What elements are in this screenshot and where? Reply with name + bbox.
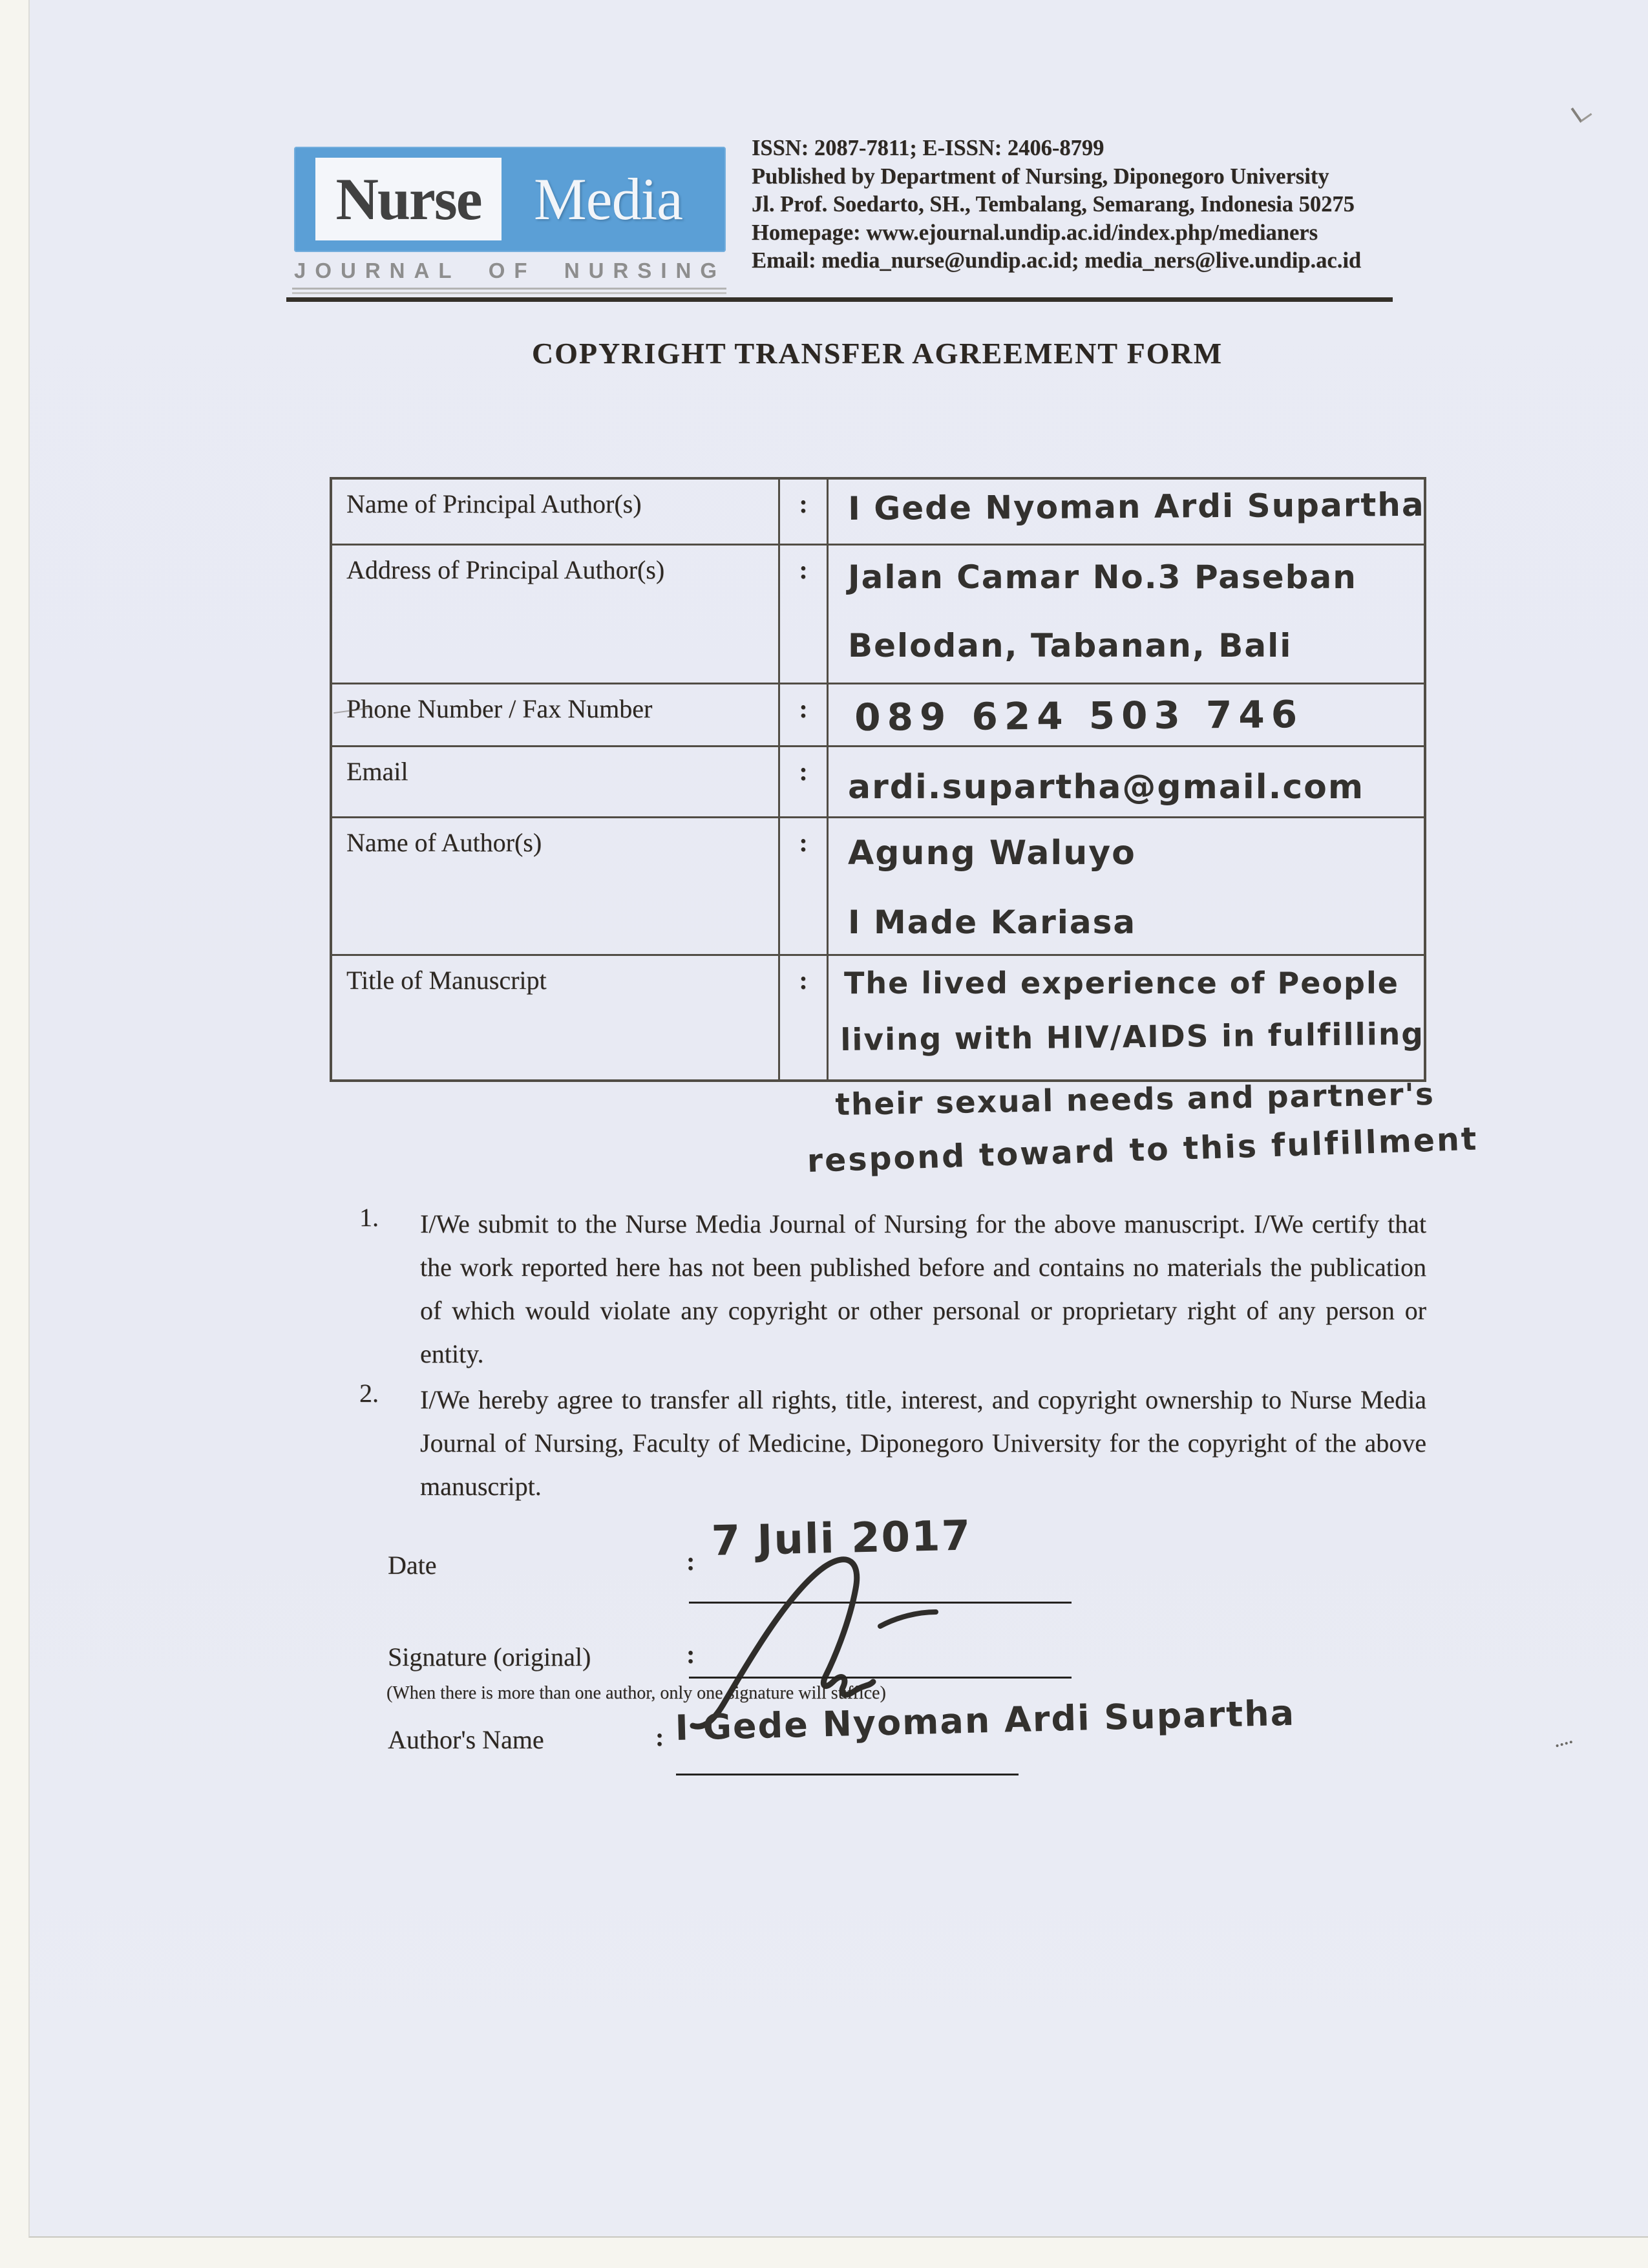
- logo-subtitle: [294, 259, 726, 283]
- signature-colon: :: [686, 1640, 695, 1669]
- handwritten-title-line-4: respond toward to this fulfillment: [807, 1120, 1479, 1180]
- table-label-phone: Phone Number / Fax Number: [332, 684, 780, 747]
- logo-subtitle-word: JOURNAL: [294, 259, 461, 282]
- handwritten-title-line-3: their sexual needs and partner's: [835, 1076, 1435, 1123]
- term-1-number: 1.: [359, 1203, 379, 1232]
- date-colon: :: [686, 1547, 695, 1576]
- date-label: Date: [388, 1551, 437, 1580]
- table-colon: :: [780, 684, 829, 747]
- author-name-colon: :: [655, 1722, 664, 1752]
- table-colon: :: [780, 818, 829, 956]
- journal-logo: [294, 147, 726, 252]
- author-name-label: Author's Name: [388, 1725, 544, 1754]
- signature-note: (When there is more than one author, only one signature will suffice): [386, 1683, 886, 1703]
- logo-nurse-panel: [315, 158, 502, 240]
- table-label-manuscript-title: Title of Manuscript: [332, 956, 780, 1079]
- journal-issn-line: ISSN: 2087-7811; E-ISSN: 2406-8799: [752, 136, 1104, 160]
- handwritten-email: ardi.supartha@gmail.com: [848, 768, 1365, 807]
- table-label-authors: Name of Author(s): [332, 818, 780, 956]
- logo-text-nurse: Nurse: [335, 166, 481, 232]
- journal-info-block: [752, 134, 1404, 275]
- journal-address-line: Jl. Prof. Soedarto, SH., Tembalang, Semarang, Indonesia 50275: [752, 192, 1355, 217]
- handwritten-author-2: I Made Kariasa: [848, 904, 1137, 941]
- handwritten-author-1: Agung Waluyo: [848, 834, 1136, 873]
- term-2-number: 2.: [359, 1379, 379, 1408]
- logo-subtitle-word: NURSING: [564, 259, 726, 282]
- handwritten-principal-author: I Gede Nyoman Ardi Supartha: [848, 485, 1425, 527]
- form-title: COPYRIGHT TRANSFER AGREEMENT FORM: [531, 337, 1223, 370]
- table-colon: :: [780, 480, 829, 546]
- logo-subtitle-word: OF: [488, 259, 536, 282]
- handwritten-title-line-2: living with HIV/AIDS in fulfilling: [840, 1016, 1425, 1058]
- table-colon: :: [780, 747, 829, 818]
- author-name-underline: [676, 1774, 1019, 1775]
- journal-publisher-line: Published by Department of Nursing, Diponegoro University: [752, 164, 1329, 189]
- logo-underline: [292, 288, 726, 290]
- header-divider-rule: [286, 297, 1393, 302]
- logo-text-media: Media: [533, 166, 683, 232]
- table-label-principal-author: Name of Principal Author(s): [332, 480, 780, 546]
- table-label-address: Address of Principal Author(s): [332, 546, 780, 684]
- handwritten-author-name: I Gede Nyoman Ardi Supartha: [675, 1692, 1296, 1748]
- journal-homepage-line: Homepage: www.ejournal.undip.ac.id/index.php/medianers: [752, 220, 1318, 245]
- term-1-text: I/We submit to the Nurse Media Journal of Nursing for the above manuscript. I/We certify that the work reported here has not been published before and contains no materials the publication of which would violate any copyright or other personal or proprietary right of any person or entity.: [420, 1209, 1426, 1368]
- table-colon: :: [780, 956, 829, 1079]
- handwritten-phone-number: 089 624 503 746: [854, 692, 1304, 739]
- handwritten-title-line-1: The lived experience of People: [844, 966, 1399, 1001]
- handwritten-date: 7 Juli 2017: [711, 1512, 972, 1565]
- handwritten-address-line-2: Belodan, Tabanan, Bali: [848, 627, 1293, 664]
- logo-underline: [292, 292, 726, 294]
- table-colon: :: [780, 546, 829, 684]
- signature-label: Signature (original): [388, 1642, 591, 1671]
- signature-underline: [689, 1677, 1072, 1679]
- table-label-email: Email: [332, 747, 780, 818]
- handwritten-address-line-1: Jalan Camar No.3 Paseban: [848, 558, 1357, 596]
- term-2-text: I/We hereby agree to transfer all rights, title, interest, and copyright ownership to Nurse Media Journal of Nursing, Faculty of Medicine, Diponegoro University for the copyright of the above manuscript.: [420, 1385, 1426, 1501]
- journal-email-line: Email: media_nurse@undip.ac.id; media_ners@live.undip.ac.id: [752, 248, 1362, 273]
